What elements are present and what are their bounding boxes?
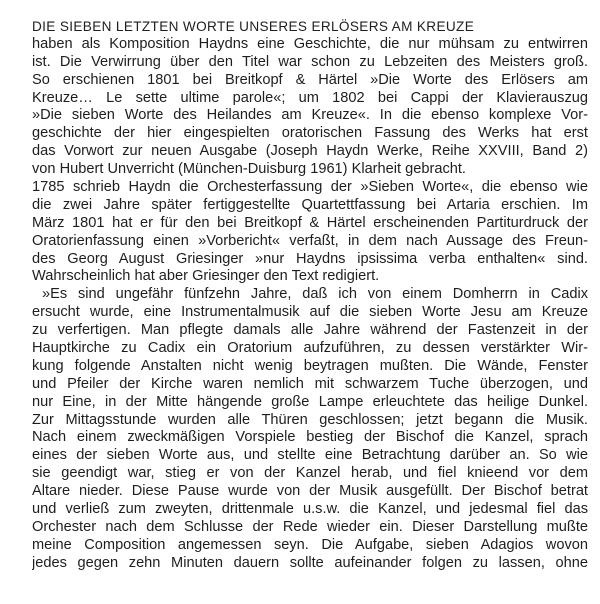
text-line: So erschienen 1801 bei Breitkopf & Härtel »Die Worte des Erlösers am: [32, 71, 588, 88]
text-line: des Georg August Griesinger »nur Haydns ipsissima verba enthalten« sind.: [32, 250, 588, 267]
text-line: ist. Die Verwirrung über den Titel war schon zu Lebzeiten des Meisters groß.: [32, 53, 588, 70]
text-line: zu verfertigen. Man pflegte damals alle Jahre während der Fastenzeit in der: [32, 322, 588, 339]
text-line: März 1801 hat er für den bei Breitkopf & Härtel erscheinenden Partiturdruck der: [32, 214, 588, 231]
text-line: eines der sieben Worte aus, und stellte eine Betrachtung darüber an. So wie: [32, 447, 588, 464]
text-line: haben als Komposition Haydns eine Geschichte, die nur mühsam zu entwirren: [32, 35, 588, 52]
text-line: jedes gegen zehn Minuten dauern sollte aufeinander folgen zu lassen, ohne: [32, 554, 588, 571]
text-line: und verließ zum zweyten, drittenmale u.s.w. die Kanzel, und jedesmal fiel das: [32, 501, 588, 518]
text-line: nur Eine, in der Mitte hängende große Lampe erleuchtete das heilige Dunkel.: [32, 393, 588, 410]
text-line: 1785 schrieb Haydn die Orchesterfassung der »Sieben Worte«, die ebenso wie: [32, 179, 588, 196]
text-line: »Die sieben Worte des Heilandes am Kreuze«. In die ebenso komplexe Vor-: [32, 107, 588, 124]
text-line: sie geendigt war, stieg er von der Kanzel herab, und fiel knieend vor dem: [32, 465, 588, 482]
text-line: Oratorienfassung einen »Vorbericht« verfaßt, in dem nach Aussage des Freun-: [32, 232, 588, 249]
text-line: Kreuze… Le sette ultime parole«; um 1802 bei Cappi der Klavierauszug: [32, 89, 588, 106]
text-line: geschichte der hier eingespielten oratorischen Fassung des Werks hat erst: [32, 125, 588, 142]
text-line: ersucht wurde, eine Instrumentalmusik auf die sieben Worte Jesu am Kreuze: [32, 304, 588, 321]
document-page: [32, 18, 588, 573]
text-line: Zur Mittagsstunde wurden alle Thüren geschlossen; jetzt begann die Musik.: [32, 411, 588, 428]
text-line: Altare nieder. Diese Pause wurde von der Musik ausgefüllt. Der Bischof betrat: [32, 483, 588, 500]
text-line: das Vorwort zur neuen Ausgabe (Joseph Haydn Werke, Reihe XXVIII, Band 2): [32, 143, 588, 160]
text-line: »Es sind ungefähr fünfzehn Jahre, daß ich von einem Domherrn in Cadix: [42, 286, 588, 303]
text-line: und Pfeiler der Kirche waren nemlich mit schwarzem Tuche überzogen, und: [32, 375, 588, 392]
text-line: Orchester nach dem Schlusse der Rede wieder ein. Dieser Darstellung mußte: [32, 518, 588, 535]
document-heading: DIE SIEBEN LETZTEN WORTE UNSERES ERLÖSERS AM KREUZE: [32, 19, 475, 34]
text-line: Hauptkirche zu Cadix ein Oratorium aufzuführen, zu dessen verstärkter Wir-: [32, 340, 588, 357]
text-line: Nach einem zweckmäßigen Vorspiele bestieg der Bischof die Kanzel, sprach: [32, 429, 588, 446]
text-line: meine Composition angemessen seyn. Die Aufgabe, sieben Adagios wovon: [32, 536, 588, 553]
text-line: Wahrscheinlich hat aber Griesinger den Text redigiert.: [32, 268, 380, 285]
text-line: von Hubert Unverricht (München-Duisburg 1961) Klarheit gebracht.: [32, 161, 466, 178]
text-line: kung folgende Anstalten nicht wenig beytragen mußten. Die Wände, Fenster: [32, 357, 588, 374]
text-line: die zwei Jahre später fertiggestellte Quartettfassung bei Artaria erschien. Im: [32, 196, 588, 213]
